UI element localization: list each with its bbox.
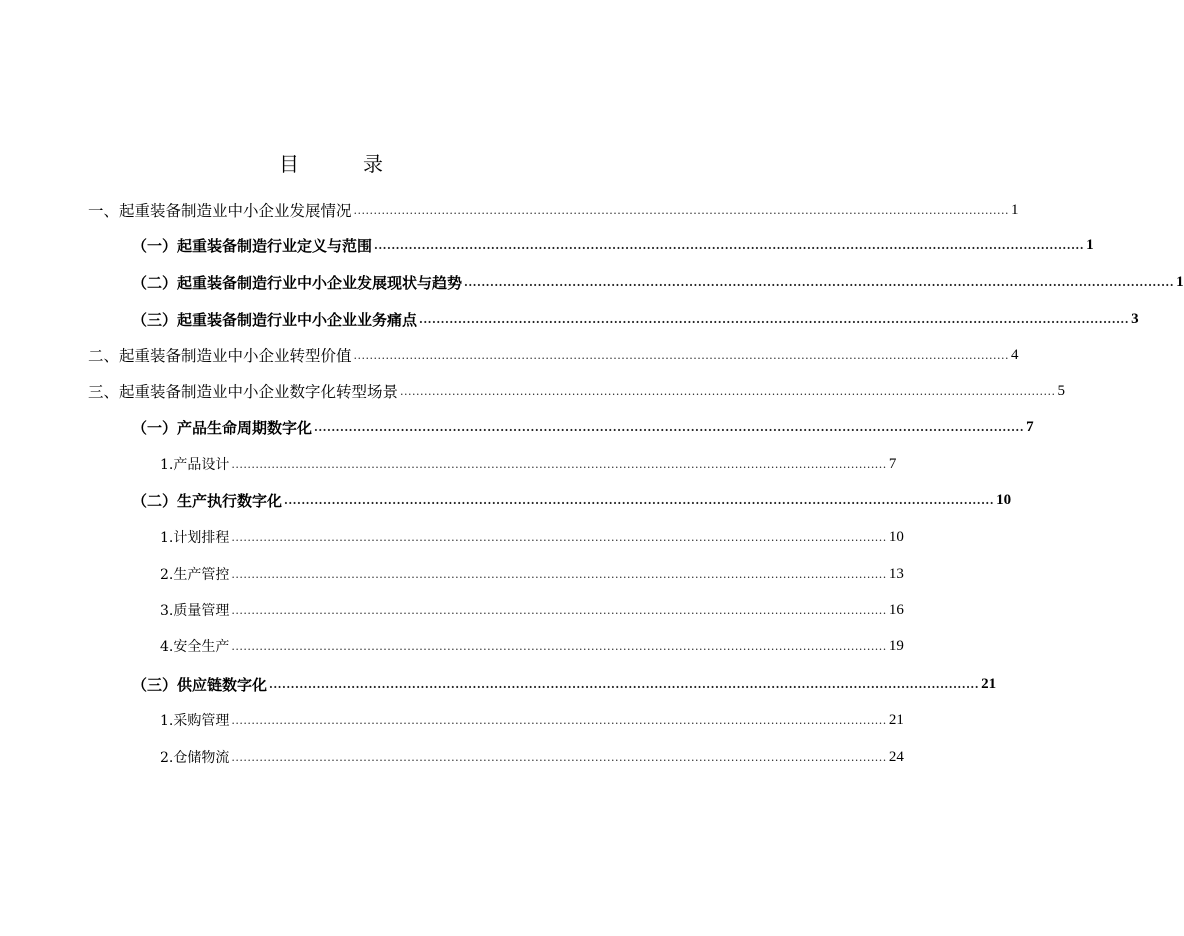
toc-entry-section-3[interactable] xyxy=(88,378,1065,404)
toc-entry-label: 2.生产管控 xyxy=(160,567,230,583)
toc-page-number: 1 xyxy=(1010,201,1019,218)
toc-page-number: 4 xyxy=(1010,346,1019,363)
toc-leader-dots: .................................................................................................................................................................... xyxy=(314,421,1025,434)
toc-leader-dots: .................................................................................................................................................................... xyxy=(231,458,887,471)
toc-leader-dots: .................................................................................................................................................................... xyxy=(284,494,995,507)
toc-leader-dots: .................................................................................................................................................................... xyxy=(231,751,887,764)
toc-page-number: 24 xyxy=(888,748,904,765)
toc-entry-label: （二）起重装备制造行业中小企业发展现状与趋势 xyxy=(132,273,463,292)
toc-leader-dots: .................................................................................................................................................................... xyxy=(400,385,1056,398)
toc-entry-label: （一）起重装备制造行业定义与范围 xyxy=(132,236,373,255)
toc-entry-label: 3.质量管理 xyxy=(160,603,230,619)
toc-leader-dots: .................................................................................................................................................................... xyxy=(353,349,1009,362)
toc-entry-section-1-1[interactable] xyxy=(132,232,1094,258)
toc-entry-section-3-2-2[interactable] xyxy=(160,561,904,587)
toc-entry-section-1-2[interactable] xyxy=(132,269,1184,295)
toc-entry-section-3-3-1[interactable] xyxy=(160,707,904,733)
toc-entry-label: （一）产品生命周期数字化 xyxy=(132,418,313,437)
toc-leader-dots: .................................................................................................................................................................... xyxy=(231,640,887,653)
toc-leader-dots: .................................................................................................................................................................... xyxy=(231,531,887,544)
toc-page-number: 13 xyxy=(888,565,904,582)
toc-page-number: 21 xyxy=(981,675,997,692)
toc-entry-label: 三、起重装备制造业中小企业数字化转型场景 xyxy=(88,383,399,401)
toc-page-number: 21 xyxy=(888,711,904,728)
toc-entry-section-3-2-3[interactable] xyxy=(160,597,904,623)
toc-page-number: 1 xyxy=(1086,236,1094,253)
toc-entry-section-3-3-2[interactable] xyxy=(160,744,904,770)
toc-entry-section-3-3[interactable] xyxy=(132,671,997,697)
toc-page-number: 19 xyxy=(888,637,904,654)
toc-entry-label: 一、起重装备制造业中小企业发展情况 xyxy=(88,202,352,220)
toc-entry-section-1-3[interactable] xyxy=(132,306,1139,332)
toc-leader-dots: .................................................................................................................................................................... xyxy=(464,276,1175,289)
toc-entry-label: 1.产品设计 xyxy=(160,457,230,473)
toc-page-number: 7 xyxy=(1026,418,1034,435)
toc-entry-section-3-2-4[interactable] xyxy=(160,633,904,659)
toc-entry-section-3-1[interactable] xyxy=(132,414,1034,440)
toc-entry-section-3-2-1[interactable] xyxy=(160,524,904,550)
toc-page-number: 1 xyxy=(1176,273,1184,290)
toc-leader-dots: .................................................................................................................................................................... xyxy=(269,678,980,691)
toc-entry-label: 4.安全生产 xyxy=(160,639,230,655)
toc-page-number: 10 xyxy=(888,528,904,545)
toc-entry-section-2[interactable] xyxy=(88,342,1019,368)
toc-leader-dots: .................................................................................................................................................................... xyxy=(353,204,1009,217)
toc-entry-section-3-1-1[interactable] xyxy=(160,451,897,477)
toc-leader-dots: .................................................................................................................................................................... xyxy=(374,239,1085,252)
toc-leader-dots: .................................................................................................................................................................... xyxy=(231,568,887,581)
toc-entry-label: （三）起重装备制造行业中小企业业务痛点 xyxy=(132,310,418,329)
toc-entry-label: 二、起重装备制造业中小企业转型价值 xyxy=(88,347,352,365)
toc-entry-label: 2.仓储物流 xyxy=(160,750,230,766)
toc-leader-dots: .................................................................................................................................................................... xyxy=(419,313,1130,326)
toc-page-number: 10 xyxy=(996,491,1012,508)
toc-entry-label: 1.计划排程 xyxy=(160,530,230,546)
page-title: 目 录 xyxy=(279,152,405,176)
toc-page-number: 7 xyxy=(888,455,897,472)
toc-page-number: 16 xyxy=(888,601,904,618)
toc-leader-dots: .................................................................................................................................................................... xyxy=(231,604,887,617)
toc-entry-section-1[interactable] xyxy=(88,197,1019,223)
toc-entry-section-3-2[interactable] xyxy=(132,487,1012,513)
toc-entry-label: （二）生产执行数字化 xyxy=(132,491,283,510)
toc-entry-label: 1.采购管理 xyxy=(160,713,230,729)
toc-page-number: 5 xyxy=(1057,382,1065,399)
toc-entry-label: （三）供应链数字化 xyxy=(132,675,268,694)
toc-leader-dots: .................................................................................................................................................................... xyxy=(231,714,887,727)
toc-page-number: 3 xyxy=(1131,310,1139,327)
